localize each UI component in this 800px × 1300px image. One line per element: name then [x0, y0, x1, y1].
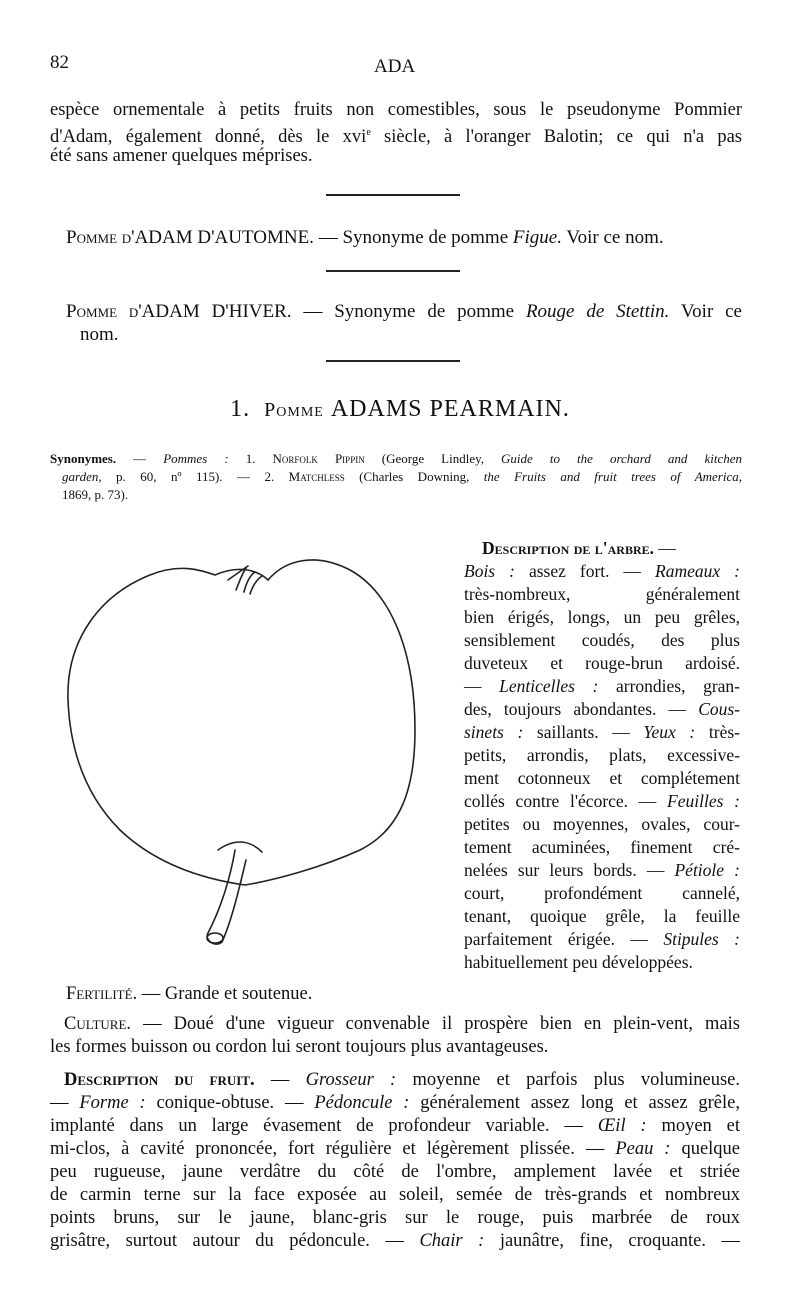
fruit-line: peu rugueuse, jaune verdâtre du côté de l'ombre, amplement lavée et striée — [50, 1162, 740, 1182]
arbre-line: petites ou moyennes, ovales, cour- — [464, 814, 740, 834]
intro-line-3: été sans amener quelques méprises. — [50, 146, 313, 166]
arbre-line: petits, arrondis, plats, excessive- — [464, 745, 740, 765]
arbre-line: des, toujours abondantes. — Cous- — [464, 699, 740, 719]
arbre-line: tenant, quoique grêle, la feuille — [464, 906, 740, 926]
arbre-line: ment cotonneux et complétement — [464, 768, 740, 788]
section-rule — [326, 194, 460, 196]
fruit-line: grisâtre, surtout autour du pédoncule. — Chair : jaunâtre, fine, croquante. — — [50, 1231, 740, 1251]
fruit-line: points bruns, sur le jaune, blanc-gris sur le rouge, puis marbrée de roux — [50, 1208, 740, 1228]
arbre-line: court, profondément cannelé, — [464, 883, 740, 903]
apple-outline — [68, 560, 415, 885]
arbre-line: tement acuminées, finement cré- — [464, 837, 740, 857]
arbre-line: bien érigés, longs, un peu grêles, — [464, 607, 740, 627]
section-rule — [326, 270, 460, 272]
culture-paragraph: Culture. — Doué d'une vigueur convenable il prospère bien en plein-vent, mais les formes buisson ou cordon lui seront toujours plus avantageuses. — [50, 1014, 740, 1057]
apple-cavity — [218, 842, 262, 852]
arbre-line: habituellement peu développées. — [464, 952, 693, 972]
intro-paragraph — [50, 98, 742, 168]
entry-adam-automne: Pomme d'ADAM D'AUTOMNE. — Synonyme de pomme Figue. Voir ce nom. — [66, 227, 664, 248]
arbre-line: — Lenticelles : arrondies, gran- — [464, 676, 740, 696]
apple-stalk-end — [207, 933, 223, 943]
fruit-line: Description du fruit. — Grosseur : moyenne et parfois plus volumineuse. — [64, 1070, 741, 1090]
fruit-line: mi-clos, à cavité prononcée, fort régulière et légèrement plissée. — Peau : quelque — [50, 1139, 741, 1159]
arbre-heading: Description de l'arbre. — — [482, 538, 676, 558]
running-title: ADA — [374, 56, 416, 77]
fruit-line: implanté dans un large évasement de profondeur variable. — Œil : moyen et — [50, 1116, 740, 1136]
arbre-line: très-nombreux, généralement — [464, 584, 740, 604]
apple-illustration — [60, 530, 440, 960]
fruit-description — [50, 1068, 740, 1252]
fruit-line: de carmin terne sur la face exposée au soleil, semée de très-grands et nombreux — [50, 1185, 740, 1205]
arbre-line: collés contre l'écorce. — Feuilles : — [464, 791, 740, 811]
intro-line-2: d'Adam, également donné, dès le xvi$^e$ siècle, à l'oranger Balotin; ce qui n'a pas — [50, 127, 743, 148]
fruit-line: — Forme : conique-obtuse. — Pédoncule : généralement assez long et assez grêle, — [50, 1093, 740, 1113]
main-title: 1. Pomme ADAMS PEARMAIN. — [230, 396, 570, 422]
fertilite-line: Fertilité. — Grande et soutenue. — [66, 984, 313, 1004]
entry-adam-hiver: Pomme d'ADAM D'HIVER. — Synonyme de pomme Rouge de Stettin. Voir ce nom. — [66, 301, 742, 345]
arbre-line: sensiblement coudés, des plus — [464, 630, 740, 650]
arbre-description — [464, 560, 740, 974]
page-number: 82 — [50, 52, 69, 73]
arbre-line: Bois : assez fort. — Rameaux : — [464, 561, 740, 581]
arbre-line: duveteux et rouge-brun ardoisé. — [464, 653, 740, 673]
intro-line-1: espèce ornementale à petits fruits non comestibles, sous le pseudonyme Pommier — [50, 100, 742, 120]
arbre-line: nelées sur leurs bords. — Pétiole : — [464, 860, 740, 880]
arbre-line: sinets : saillants. — Yeux : très- — [464, 722, 740, 742]
arbre-line: parfaitement érigée. — Stipules : — [464, 929, 740, 949]
section-rule — [326, 360, 460, 362]
apple-stalk — [207, 850, 246, 944]
synonymes-block: Synonymes. — Pommes : 1. Norfolk Pippin (George Lindley, Guide to the orchard and kitchen garden, p. 60, nº 115). — 2. Matchless (Charles Downing, the Fruits and fruit trees of America, 1869, p. 73). — [50, 451, 743, 502]
